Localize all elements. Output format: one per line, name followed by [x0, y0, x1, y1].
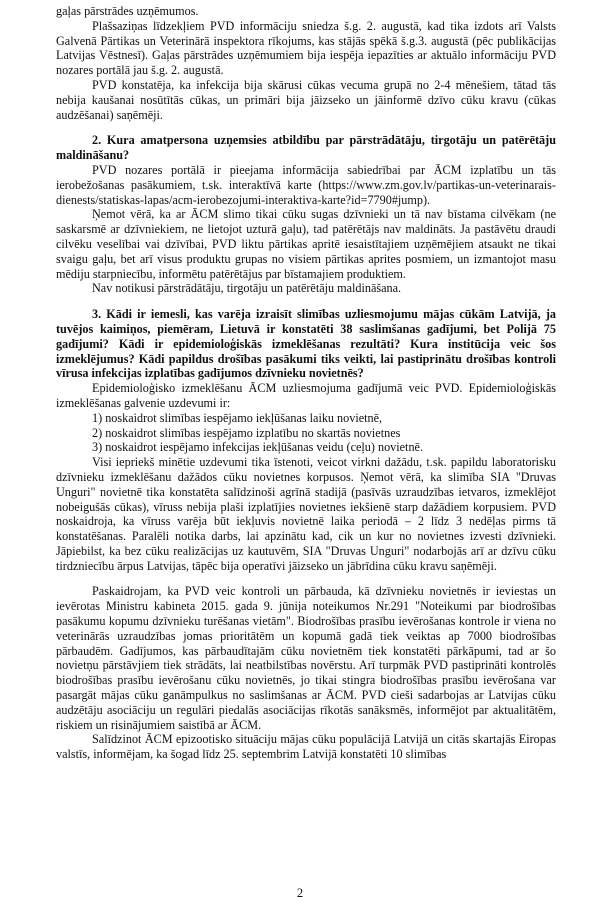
paragraph: Nav notikusi pārstrādātāju, tirgotāju un patērētāju maldināšana. — [92, 281, 402, 296]
question-heading-3: 3. Kādi ir iemesli, kas varēja izraisīt slimības uzliesmojumu mājas cūkām Latvijā, ja tuvējos kaimiņos, piemēram, Lietuvā ir konstatēti 38 saslimšanas gadījumi, bet Polijā 75 gadījumi? Kādi ir epidemioloģiskās izmeklēšanas rezultāti? Kura institūcija veic šos izmeklējumus? Kādi papildus drošības pasākumi tiks veikti, lai pastiprinātu drošības kontroli vīrusa infekcijas izplatības gadījumos dzīvnieku novietnēs? — [56, 307, 556, 381]
list-item: 2) noskaidrot slimības iespējamo izplatību no skartās novietnes — [92, 425, 401, 440]
paragraph: PVD konstatēja, ka infekcija bija skārusi cūkas vecuma grupā no 2-4 mēnešiem, tātad tās nebija kaušanai nosūtītās cūkas, un primāri bija jāizseko un jāinformē dzīvo cūku kravu (cūkas audzēšanai) saņēmēji. — [56, 77, 556, 122]
list-item: 3) noskaidrot iespējamo infekcijas iekļūšanas veidu (ceļu) novietnē. — [92, 440, 423, 455]
page-number: 2 — [296, 886, 304, 900]
paragraph: Epidemioloģisko izmeklēšanu ĀCM uzliesmojuma gadījumā veic PVD. Epidemioloģiskās izmeklēšanas galvenie uzdevumi ir: — [56, 381, 556, 410]
document-body — [56, 4, 556, 762]
paragraph: Ņemot vērā, ka ar ĀCM slimo tikai cūku sugas dzīvnieki un tā nav bīstama cilvēkam (ne saskarsmē ar dzīvniekiem, ne lietojot uzturā gaļu), tad patērētājs nav maldināts. Ja pastāvētu draudi cilvēku veselībai vai dzīvībai, PVD liktu pārtikas apritē iesaistītajiem uzņēmējiem atsaukt ne tikai svaigu gaļu, bet arī visus produktu grupas no visiem pārtikas aprites posmiem, un izmantojot masu mēdiju starpniecību, informētu patērētājus par bīstamajiem produktiem. — [56, 207, 556, 281]
list-item: 1) noskaidrot slimības iespējamo iekļūšanas laiku novietnē, — [92, 410, 383, 425]
paragraph: gaļas pārstrādes uzņēmumos. — [56, 4, 199, 18]
task-list — [56, 411, 556, 455]
paragraph: Paskaidrojam, ka PVD veic kontroli un pārbauda, kā dzīvnieku novietnēs ir ieviestas un ievērotas Ministru kabineta 2015. gada 9. jūnija noteikumos Nr.291 "Noteikumi par biodrošības pasākumu kopumu dzīvnieku turēšanas vietām". Biodrošības prasību ievērošanas kontrole ir viena no veterinārās uzraudzības jomas prioritātēm un kopumā gadā tiek veiktas ap 7000 biodrošības pārbaudēm. Gadījumos, kas pārbaudītajām cūku novietnēm tiek konstatēti pārkāpumi, tad ar šo novietņu pārstāvjiem tiek strādāts, lai neatbilstības novērstu. Arī turpmāk PVD pastiprināti kontrolēs biodrošības prasību ievērošanu cūku novietnēs, jo tikai stingra biodrošības prasību ievērošana var pasargāt mājas cūku ganāmpulkus no saslimšanas ar ĀCM. PVD cieši sadarbojas ar Latvijas cūku audzētāju asociāciju un regulāri piedalās asociācijas rīkotās sanāksmēs, informējot par aktualitātēm, riskiem un risinājumiem saistībā ar ĀCM. — [56, 584, 556, 732]
paragraph: Salīdzinot ĀCM epizootisko situāciju mājas cūku populācijā Latvijā un citās skartajās Eiropas valstīs, informējam, ka šogad līdz 25. septembrim Latvijā konstatēti 10 slimības — [56, 732, 556, 762]
paragraph: Plašsaziņas līdzekļiem PVD informāciju sniedza š.g. 2. augustā, kad tika izdots arī Valsts Galvenā Pārtikas un Veterinārā inspektora rīkojums, kas stājās spēkā š.g.3. augustā (pēc publikācijas Latvijas Vēstnesī). Gaļas pārstrādes uzņēmumiem bija iespēja iepazīties ar aktuālo informāciju PVD nozares portālā jau š.g. 2. augustā. — [56, 18, 556, 78]
paragraph: Visi iepriekš minētie uzdevumi tika īstenoti, veicot virkni dažādu, t.sk. papildu laboratorisku dzīvnieku izmeklēšanu dažādos cūku novietnes korpusos. Ņemot vērā, ka slimība SIA "Druvas Unguri" novietnē tika konstatēta salīdzinoši agrīnā stadijā (pasīvās uzraudzības ietvaros, izmeklējot nobeigušās cūkas), vīruss nebija plaši izplatījies novietnes iekšienē starp dažādiem korpusiem. PVD noskaidroja, ka vīruss varēja būt iekļuvis novietnē laika periodā – 2 līdz 3 nedēļas pirms tā konstatēšanas. Paralēli notika darbs, lai apzinātu kad, cik un kur no novietnes izvesti dzīvnieki. Jāpiebilst, ka bez cūku realizācijas uz kautuvēm, SIA "Druvas Unguri" nodarbojās arī ar dzīvu cūku tirdzniecību ārpus Latvijas, tāpēc bija operatīvi jāizseko un jābrīdina cūku kravu saņēmēji. — [56, 455, 556, 573]
paragraph: PVD nozares portālā ir pieejama informācija sabiedrībai par ĀCM izplatību un tās ierobežošanas pasākumiem, t.sk. interaktīvā karte (https://www.zm.gov.lv/partikas-un-veterinarais-dienests/statiskas-lapas/acm-ierobezojumi-interaktiva-karte?id=7790#jump). — [56, 162, 556, 207]
question-heading-2: 2. Kura amatpersona uzņemsies atbildību par pārstrādātāju, tirgotāju un patērētāju maldināšanu? — [56, 133, 556, 163]
